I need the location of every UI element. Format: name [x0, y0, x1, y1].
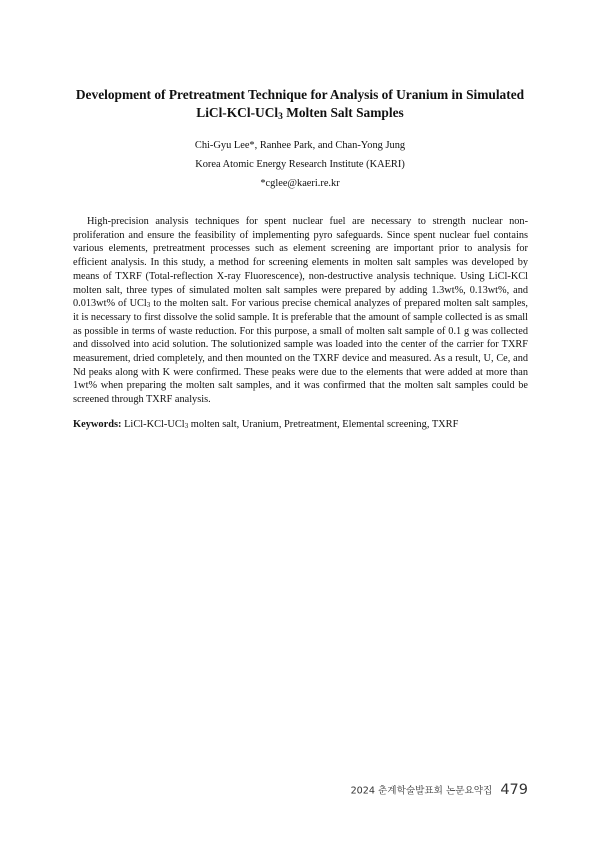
affiliation: Korea Atomic Energy Research Institute (KAERI) [195, 159, 405, 170]
title-line-2 [60, 104, 540, 122]
page-number: 479 [500, 781, 528, 798]
keywords-line [73, 418, 528, 432]
corresponding-email: *cglee@kaeri.re.kr [260, 178, 340, 189]
keywords-prefix: LiCl-KCl-UCl [121, 419, 185, 430]
keywords-label: Keywords: [73, 419, 122, 430]
keywords-subscript: 3 [184, 422, 189, 430]
author-list: Chi-Gyu Lee*, Ranhee Park, and Chan-Yong Jung [194, 140, 406, 151]
title-subscript: 3 [278, 112, 283, 122]
abstract-text-part-1: High-precision analysis techniques for spent nuclear fuel are necessary to strength nuclear non-proliferation and ensure the feasibility of implementing pyro safeguards. Since spent nuclear fuel contains various elements, pretreatment processes such as element screening are important prior to analysis for efficient analysis. In this study, a method for screening elements in molten salt samples was developed by means of TXRF (Total-reflection X-ray Fluorescence), non-destructive analysis technique. Using LiCl-KCl molten salt, three types of simulated molten salt samples were prepared by adding 1.3wt%, 0.13wt%, and 0.013wt% of UCl [73, 216, 528, 310]
paper-title [60, 86, 540, 122]
title-line-2-prefix: LiCl-KCl-UCl [196, 105, 279, 120]
title-line-2-suffix: Molten Salt Samples [282, 105, 404, 120]
abstract-paragraph [73, 215, 528, 407]
title-line-1: Development of Pretreatment Technique for Analysis of Uranium in Simulated [75, 87, 525, 102]
abstract-subscript: 3 [146, 301, 151, 310]
abstract-text-part-2: to the molten salt. For various precise chemical analyzes of prepared molten salt samples, it is necessary to first dissolve the solid sample. It is preferable that the amount of sample collected is as small as possible in terms of waste reduction. For this purpose, a small of molten salt sample of 0.1 g was collected and dissolved into acid solution. The solutionized sample was loaded into the center of the carrier for TXRF measurement, dried completely, and then mounted on the TXRF device and measured. As a result, U, Ce, and Nd peaks along with K were confirmed. These peaks were due to the elements that were added at more than 1wt% when preparing the molten salt samples, and it was confirmed that the molten salt samples could be screened through TXRF analysis. [73, 298, 528, 406]
keywords-suffix: molten salt, Uranium, Pretreatment, Elemental screening, TXRF [188, 419, 459, 430]
proceedings-title: 2024 춘계학술발표회 논문요약집 [350, 785, 493, 797]
page-footer [351, 779, 528, 798]
